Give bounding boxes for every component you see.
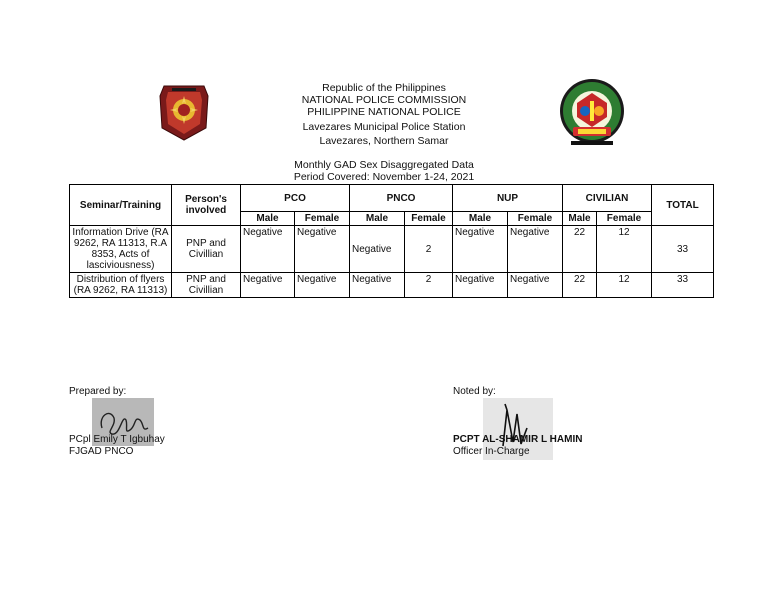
gad-data-table — [69, 184, 714, 298]
row2-pnco-female: 2 — [405, 273, 453, 298]
pnp-line: PHILIPPINE NATIONAL POLICE — [307, 106, 461, 118]
persons-header: Person's involved — [172, 185, 241, 226]
row1-total: 33 — [652, 226, 714, 273]
row1-civ-male: 22 — [563, 226, 597, 273]
row1-pnco-female: 2 — [405, 226, 453, 273]
row1-seminar: Information Drive (RA 9262, RA 11313, R.A 8353, Acts of lasciviousness) — [70, 226, 172, 273]
total-header: TOTAL — [652, 185, 714, 226]
nup-header: NUP — [453, 185, 563, 212]
row1-nup-male: Negative — [453, 226, 508, 273]
prepared-by-position: FJGAD PNCO — [69, 446, 134, 457]
noted-by-label: Noted by: — [453, 386, 496, 397]
row2-pco-male: Negative — [241, 273, 295, 298]
sub-pnco-female: Female — [405, 212, 453, 226]
report-title: Monthly GAD Sex Disaggregated Data — [294, 159, 474, 171]
row2-pco-female: Negative — [295, 273, 350, 298]
noted-by-position: Officer In-Charge — [453, 446, 530, 457]
sub-pnco-male: Male — [350, 212, 405, 226]
pnco-header: PNCO — [350, 185, 453, 212]
row2-nup-female: Negative — [508, 273, 563, 298]
sub-civ-male: Male — [563, 212, 597, 226]
sub-pco-male: Male — [241, 212, 295, 226]
pco-header: PCO — [241, 185, 350, 212]
period-covered: Period Covered: November 1-24, 2021 — [293, 171, 475, 183]
table-header-row — [70, 185, 714, 212]
row2-civ-female: 12 — [597, 273, 652, 298]
sub-nup-male: Male — [453, 212, 508, 226]
pnp-seal-logo — [158, 80, 210, 142]
civilian-header: CIVILIAN — [563, 185, 652, 212]
seminar-header: Seminar/Training — [70, 185, 172, 226]
row1-pco-female: Negative — [295, 226, 350, 273]
table-row — [70, 226, 714, 273]
row1-nup-female: Negative — [508, 226, 563, 273]
republic-line: Republic of the Philippines — [322, 82, 446, 94]
sub-civ-female: Female — [597, 212, 652, 226]
row1-pnco-male: Negative — [350, 226, 405, 273]
row2-pnco-male: Negative — [350, 273, 405, 298]
row1-pco-male: Negative — [241, 226, 295, 273]
row2-total: 33 — [652, 273, 714, 298]
prepared-by-name: PCpl Emily T Igbuhay — [69, 434, 165, 445]
row2-civ-male: 22 — [563, 273, 597, 298]
row2-nup-male: Negative — [453, 273, 508, 298]
row1-persons: PNP and Civillian — [172, 226, 241, 273]
row1-civ-female: 12 — [597, 226, 652, 273]
sub-nup-female: Female — [508, 212, 563, 226]
prepared-by-label: Prepared by: — [69, 386, 127, 397]
row2-persons: PNP and Civillian — [172, 273, 241, 298]
table-row — [70, 273, 714, 298]
sub-pco-female: Female — [295, 212, 350, 226]
lavezares-police-station-seal — [555, 77, 630, 152]
napolcom-line: NATIONAL POLICE COMMISSION — [301, 94, 467, 106]
station-name: Lavezares Municipal Police Station — [302, 121, 466, 133]
station-location: Lavezares, Northern Samar — [319, 135, 449, 147]
row2-seminar: Distribution of flyers (RA 9262, RA 11313) — [70, 273, 172, 298]
noted-by-name: PCPT AL-SHAMIR L HAMIN — [453, 434, 583, 445]
